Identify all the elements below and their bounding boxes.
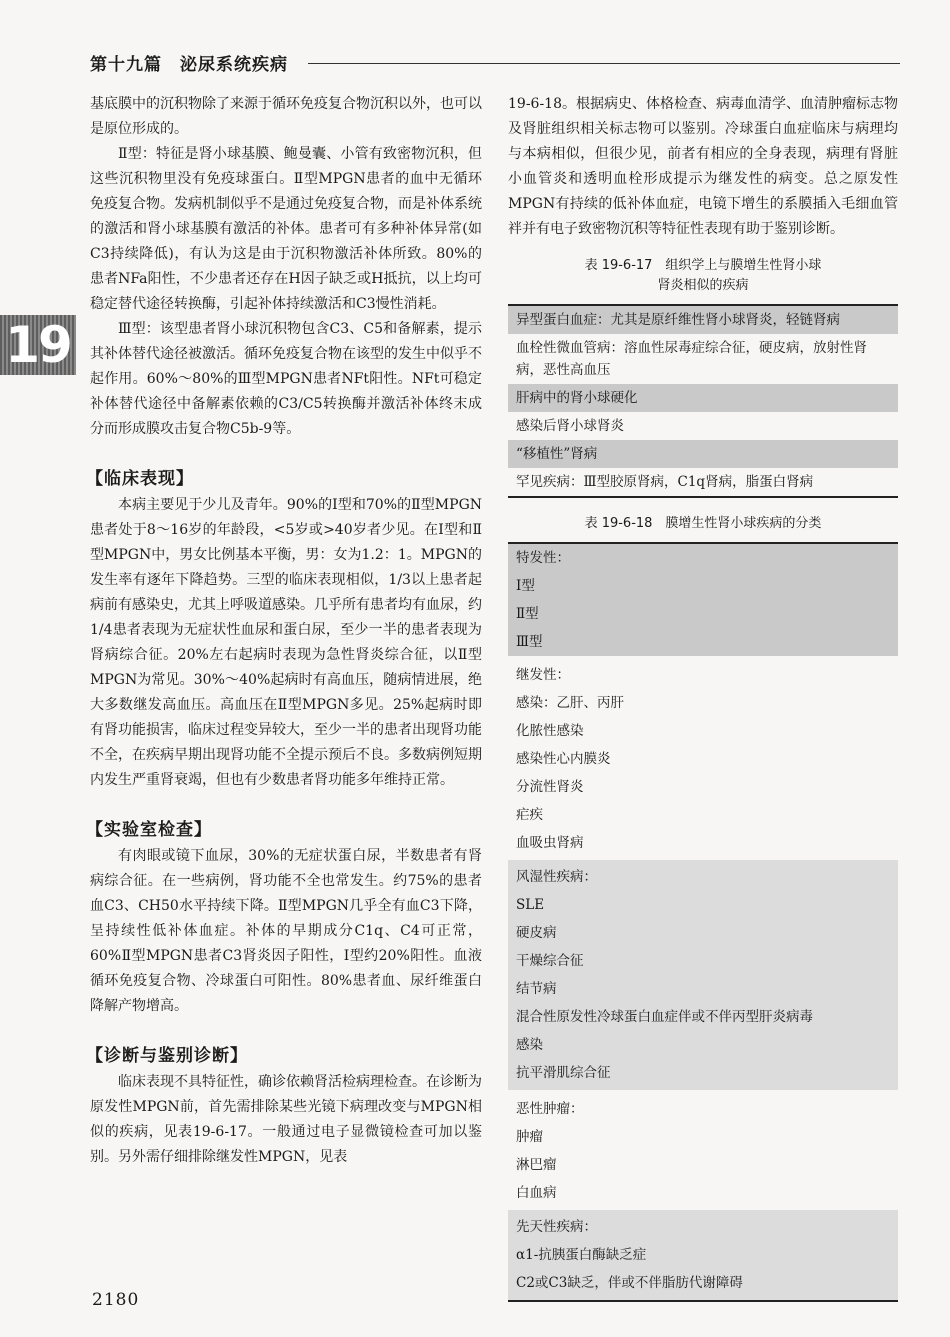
group-title: 恶性肿瘤：: [516, 1101, 584, 1117]
running-header-title: 第十九篇 泌尿系统疾病: [90, 55, 288, 75]
table-row: [508, 717, 898, 745]
table-row: [508, 745, 898, 773]
table-caption-line: 表 19-6-17 组织学上与膜增生性肾小球: [584, 258, 822, 273]
group-title: 风湿性疾病：: [516, 869, 597, 885]
table-row: [508, 1123, 898, 1151]
table-row: [508, 1179, 898, 1210]
table-row: [508, 440, 898, 468]
table-cell: 干燥综合征: [516, 953, 584, 969]
table-row: [508, 1090, 898, 1123]
table-row: [508, 305, 898, 334]
table-cell: 白血病: [516, 1185, 557, 1201]
table-row: [508, 334, 898, 384]
table-row: [508, 628, 898, 656]
table-cell: Ⅱ型: [516, 606, 539, 622]
chapter-tab: 19: [0, 315, 76, 375]
group-title: 特发性：: [516, 550, 570, 566]
table-cell: 化脓性感染: [516, 723, 584, 739]
table-cell: 抗平滑肌综合征: [516, 1065, 611, 1081]
table-row: [508, 412, 898, 440]
table-row: [508, 1210, 898, 1241]
table-row: [508, 773, 898, 801]
group-title: 先天性疾病：: [516, 1219, 597, 1235]
table-row: [508, 600, 898, 628]
table-cell: 肝病中的肾小球硬化: [516, 390, 638, 406]
table-mpgn-classification: [508, 542, 898, 1302]
table-row: [508, 468, 898, 497]
table-row: [508, 1269, 898, 1301]
section-heading-clinical: 【临床表现】: [86, 469, 194, 489]
table-cell: 血吸虫肾病: [516, 835, 584, 851]
table-row: [508, 829, 898, 860]
table-row: [508, 1059, 898, 1090]
table-cell: C2或C3缺乏，伴或不伴脂肪代谢障碍: [516, 1275, 743, 1291]
right-column: [508, 92, 898, 1302]
table-cell: 血栓性微血管病：溶血性尿毒症综合征，硬皮病，放射性肾病，恶性高血压: [516, 340, 867, 378]
paragraph: Ⅲ型：该型患者肾小球沉积物包含C3、C5和备解素，提示其补体替代途径被激活。循环免疫复合物在该型的发生中似乎不起作用。60%～80%的Ⅲ型MPGN患者NFt阳性。NFt可稳定补体替代途径中备解素依赖的C3/C5转换酶并激活补体终末成分而形成膜攻击复合物C5b-9等。: [90, 321, 482, 437]
left-column: [86, 92, 482, 1170]
table-row: [508, 1151, 898, 1179]
table-cell: Ⅰ型: [516, 578, 535, 594]
table-row: [508, 801, 898, 829]
paragraph: 临床表现不具特征性，确诊依赖肾活检病理检查。在诊断为原发性MPGN前，首先需排除某些光镜下病理改变与MPGN相似的疾病，见表19-6-17。一般通过电子显微镜检查可加以鉴别。另外需仔细排除继发性MPGN，见表: [90, 1074, 482, 1165]
table-row: [508, 689, 898, 717]
table-cell: Ⅲ型: [516, 634, 543, 650]
table-cell: 混合性原发性冷球蛋白血症伴或不伴丙型肝炎病毒: [516, 1009, 813, 1025]
table-row: [508, 947, 898, 975]
table-cell: 疟疾: [516, 807, 543, 823]
table-row: [508, 860, 898, 891]
table-row: [508, 891, 898, 919]
table-cell: “移植性”肾病: [516, 446, 598, 462]
section-heading-lab: 【实验室检查】: [86, 820, 212, 840]
table-row: [508, 384, 898, 412]
table-row: [508, 919, 898, 947]
table-cell: α1-抗胰蛋白酶缺乏症: [516, 1247, 647, 1263]
table-row: [508, 572, 898, 600]
table-row: [508, 975, 898, 1003]
paragraph: 基底膜中的沉积物除了来源于循环免疫复合物沉积以外，也可以是原位形成的。: [90, 96, 482, 137]
table-caption: 表 19-6-18 膜增生性肾小球疾病的分类: [584, 516, 822, 531]
table-row: [508, 1003, 898, 1031]
group-title: 继发性：: [516, 667, 570, 683]
table-caption-line: 肾炎相似的疾病: [657, 278, 749, 293]
table-caption: [508, 256, 898, 296]
table-cell: 异型蛋白血症：尤其是原纤维性肾小球肾炎，轻链肾病: [516, 312, 840, 328]
paragraph: Ⅱ型：特征是肾小球基膜、鲍曼囊、小管有致密物沉积，但这些沉积物里没有免疫球蛋白。Ⅱ型MPGN患者的血中无循环免疫复合物。发病机制似乎不是通过免疫复合物，而是补体系统的激活和肾小球基膜有激活的补体。患者可有多种补体异常(如C3持续降低)，有认为这是由于沉积物激活补体所致。80%的患者NFa阳性，不少患者还存在H因子缺乏或H抵抗，以上均可稳定替代途径转换酶，引起补体持续激活和C3慢性消耗。: [90, 146, 482, 312]
header-rule: [308, 63, 900, 64]
table-row: [508, 1241, 898, 1269]
table-row: [508, 656, 898, 689]
table-row: [508, 1031, 898, 1059]
table-cell: 感染: [516, 1037, 543, 1053]
table-cell: 分流性肾炎: [516, 779, 584, 795]
running-header: [90, 50, 900, 80]
paragraph: 有肉眼或镜下血尿，30%的无症状蛋白尿，半数患者有肾病综合征。在一些病例，肾功能不全也常发生。约75%的患者血C3、CH50水平持续下降。Ⅱ型MPGN几乎全有血C3下降，呈持续性低补体血症。补体的早期成分C1q、C4可正常，60%Ⅱ型MPGN患者C3肾炎因子阳性，Ⅰ型约20%阳性。血液循环免疫复合物、冷球蛋白可阳性。80%患者血、尿纤维蛋白降解产物增高。: [90, 848, 482, 1014]
section-heading-diagnosis: 【诊断与鉴别诊断】: [86, 1046, 248, 1066]
table-row: [508, 543, 898, 572]
table-cell: 罕见疾病：Ⅲ型胶原肾病，C1q肾病，脂蛋白肾病: [516, 474, 814, 490]
table-similar-diseases: [508, 304, 898, 498]
table-cell: 硬皮病: [516, 925, 557, 941]
table-cell: 肿瘤: [516, 1129, 543, 1145]
table-cell: SLE: [516, 897, 545, 913]
table-cell: 感染后肾小球肾炎: [516, 418, 624, 434]
table-cell: 感染：乙肝、丙肝: [516, 695, 624, 711]
table-cell: 感染性心内膜炎: [516, 751, 611, 767]
table-cell: 结节病: [516, 981, 557, 997]
table-cell: 淋巴瘤: [516, 1157, 557, 1173]
paragraph: 本病主要见于少儿及青年。90%的Ⅰ型和70%的Ⅱ型MPGN患者处于8～16岁的年龄段，<5岁或>40岁者少见。在Ⅰ型和Ⅱ型MPGN中，男女比例基本平衡，男：女为1.2：1。MPGN的发生率有逐年下降趋势。三型的临床表现相似，1/3以上患者起病前有感染史，尤其上呼吸道感染。几乎所有患者均有血尿，约1/4患者表现为无症状性血尿和蛋白尿，至少一半的患者表现为肾病综合征。20%左右起病时表现为急性肾炎综合征，以Ⅱ型MPGN为常见。30%～40%起病时有高血压，随病情进展，绝大多数继发高血压。高血压在Ⅱ型MPGN多见。25%起病时即有肾功能损害，临床过程变异较大，至少一半的患者出现肾功能不全，在疾病早期出现肾功能不全提示预后不良。多数病例短期内发生严重肾衰竭，但也有少数患者肾功能多年维持正常。: [90, 497, 482, 788]
page-number: 2180: [92, 1290, 140, 1310]
paragraph: 19-6-18。根据病史、体格检查、病毒血清学、血清肿瘤标志物及肾脏组织相关标志物可以鉴别。冷球蛋白血症临床与病理均与本病相似，但很少见，前者有相应的全身表现，病理有肾脏小血管炎和透明血栓形成提示为继发性的病变。总之原发性MPGN有持续的低补体血症，电镜下增生的系膜插入毛细血管袢并有电子致密物沉积等特征性表现有助于鉴别诊断。: [508, 96, 898, 237]
